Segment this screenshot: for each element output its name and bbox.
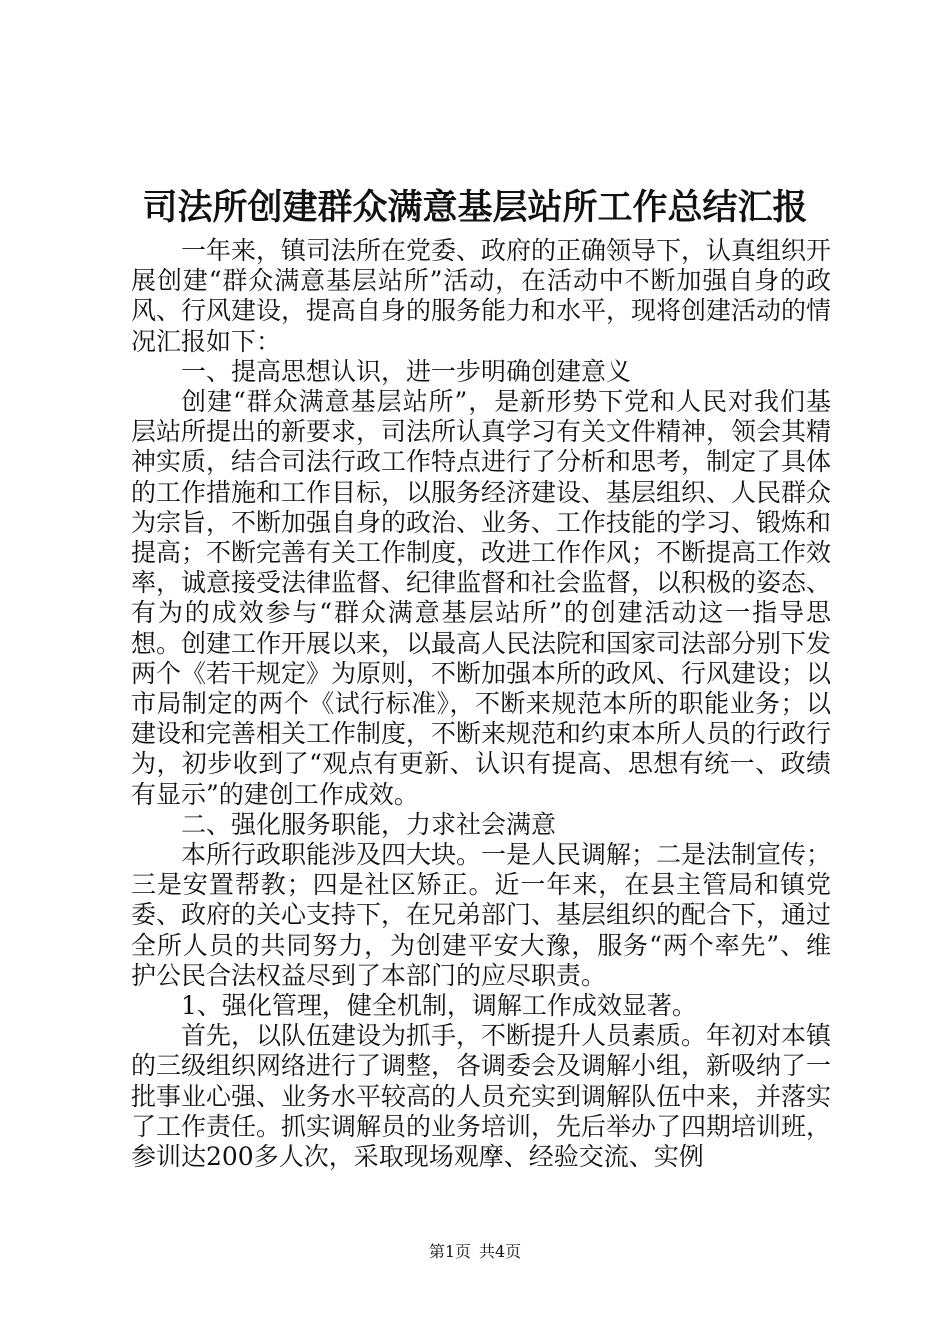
paragraph-section-2: 本所行政职能涉及四大块。一是人民调解；二是法制宣传；三是安置帮教；四是社区矫正。近一年来，在县主管局和镇党委、政府的关心支持下，在兄弟部门、基层组织的配合下，通过全所人员的共同努力，为创建平安大豫，服务“两个率先”、维护公民合法权益尽到了本部门的应尽职责。: [131, 840, 832, 990]
page-number: 第1页: [428, 1242, 471, 1261]
section-heading-1: 一、提高思想认识，进一步明确创建意义: [181, 356, 632, 386]
paragraph-intro: 一年来，镇司法所在党委、政府的正确领导下，认真组织开展创建“群众满意基层站所”活动，在活动中不断加强自身的政风、行风建设，提高自身的服务能力和水平，现将创建活动的情况汇报如下：: [131, 236, 832, 356]
page-footer: [0, 1242, 950, 1262]
paragraph-subsection-1: 首先，以队伍建设为抓手，不断提升人员素质。年初对本镇的三级组织网络进行了调整，各调委会及调解小组，新吸纳了一批事业心强、业务水平较高的人员充实到调解队伍中来，并落实了工作责任。抓实调解员的业务培训，先后举办了四期培训班，参训达200多人次，采取现场观摩、经验交流、实例: [131, 1021, 832, 1172]
document-body: [131, 236, 831, 1172]
paragraph-section-1: 创建“群众满意基层站所”，是新形势下党和人民对我们基层站所提出的新要求，司法所认真学习有关文件精神，领会其精神实质，结合司法行政工作特点进行了分析和思考，制定了具体的工作措施和工作目标，以服务经济建设、基层组织、人民群众为宗旨，不断加强自身的政治、业务、工作技能的学习、锻炼和提高；不断完善有关工作制度，改进工作作风；不断提高工作效率，诚意接受法律监督、纪律监督和社会监督，以积极的姿态、有为的成效参与“群众满意基层站所”的创建活动这一指导思想。创建工作开展以来，以最高人民法院和国家司法部分别下发两个《若干规定》为原则，不断加强本所的政风、行风建设；以市局制定的两个《试行标准》，不断来规范本所的职能业务；以建设和完善相关工作制度，不断来规范和约束本所人员的行政行为，初步收到了“观点有更新、认识有提高、思想有统一、政绩有显示”的建创工作成效。: [131, 387, 832, 809]
document-title: 司法所创建群众满意基层站所工作总结汇报: [142, 187, 808, 228]
section-heading-2: 二、强化服务职能，力求社会满意: [181, 809, 557, 839]
page-total: 共4页: [479, 1242, 522, 1261]
subsection-heading-1: 1、强化管理，健全机制，调解工作成效显著。: [181, 991, 697, 1021]
